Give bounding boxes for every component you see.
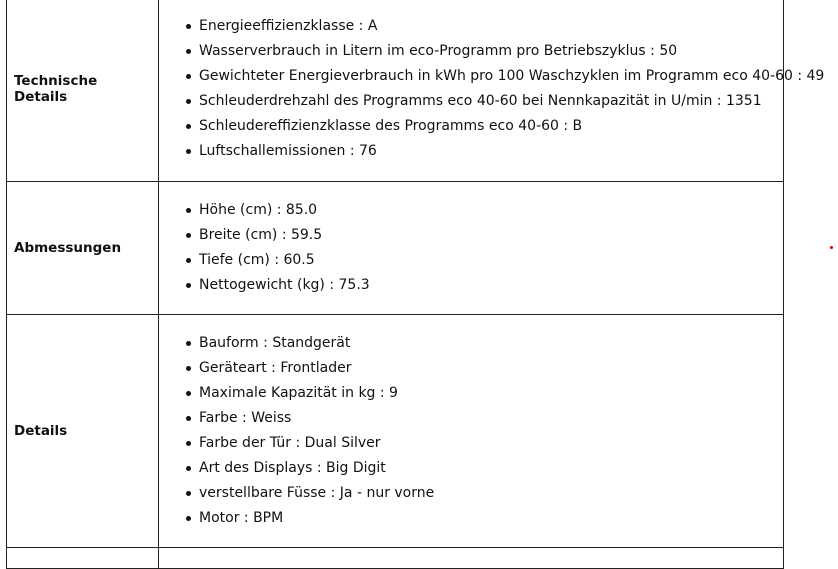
spec-list [187, 198, 783, 298]
list-item: verstellbare Füsse : Ja - nur vorne [199, 481, 783, 506]
list-item: Wasserverbrauch in Litern im eco-Programm pro Betriebszyklus : 50 [199, 39, 783, 64]
list-item: Schleudereffizienzklasse des Programms eco 40-60 : B [199, 114, 783, 139]
section-label-empty [7, 548, 159, 569]
list-item: Nettogewicht (kg) : 75.3 [199, 273, 783, 298]
red-dot-marker [830, 246, 833, 249]
list-item: Geräteart : Frontlader [199, 356, 783, 381]
table-row-next [7, 548, 784, 569]
section-values [159, 182, 784, 315]
section-label: Details [7, 315, 159, 548]
list-item: Energieeffizienzklasse : A [199, 14, 783, 39]
list-item: Breite (cm) : 59.5 [199, 223, 783, 248]
list-item: Höhe (cm) : 85.0 [199, 198, 783, 223]
list-item: Luftschallemissionen : 76 [199, 139, 783, 164]
section-label: Technische Details [7, 0, 159, 182]
table-row-technische-details [7, 0, 784, 182]
spec-list [187, 331, 783, 531]
list-item: Schleuderdrehzahl des Programms eco 40-60 bei Nennkapazität in U/min : 1351 [199, 89, 783, 114]
section-values [159, 0, 825, 182]
list-item: Gewichteter Energieverbrauch in kWh pro 100 Waschzyklen im Programm eco 40-60 : 49 [199, 64, 783, 89]
list-item: Art des Displays : Big Digit [199, 456, 783, 481]
list-item: Maximale Kapazität in kg : 9 [199, 381, 783, 406]
list-item: Farbe der Tür : Dual Silver [199, 431, 783, 456]
spec-list [187, 14, 825, 164]
section-values-empty [159, 548, 784, 569]
list-item: Motor : BPM [199, 506, 783, 531]
section-label: Abmessungen [7, 182, 159, 315]
spec-table [6, 0, 825, 569]
list-item: Tiefe (cm) : 60.5 [199, 248, 783, 273]
table-row-abmessungen [7, 182, 784, 315]
list-item: Farbe : Weiss [199, 406, 783, 431]
table-row-details [7, 315, 784, 548]
section-values [159, 315, 784, 548]
list-item: Bauform : Standgerät [199, 331, 783, 356]
